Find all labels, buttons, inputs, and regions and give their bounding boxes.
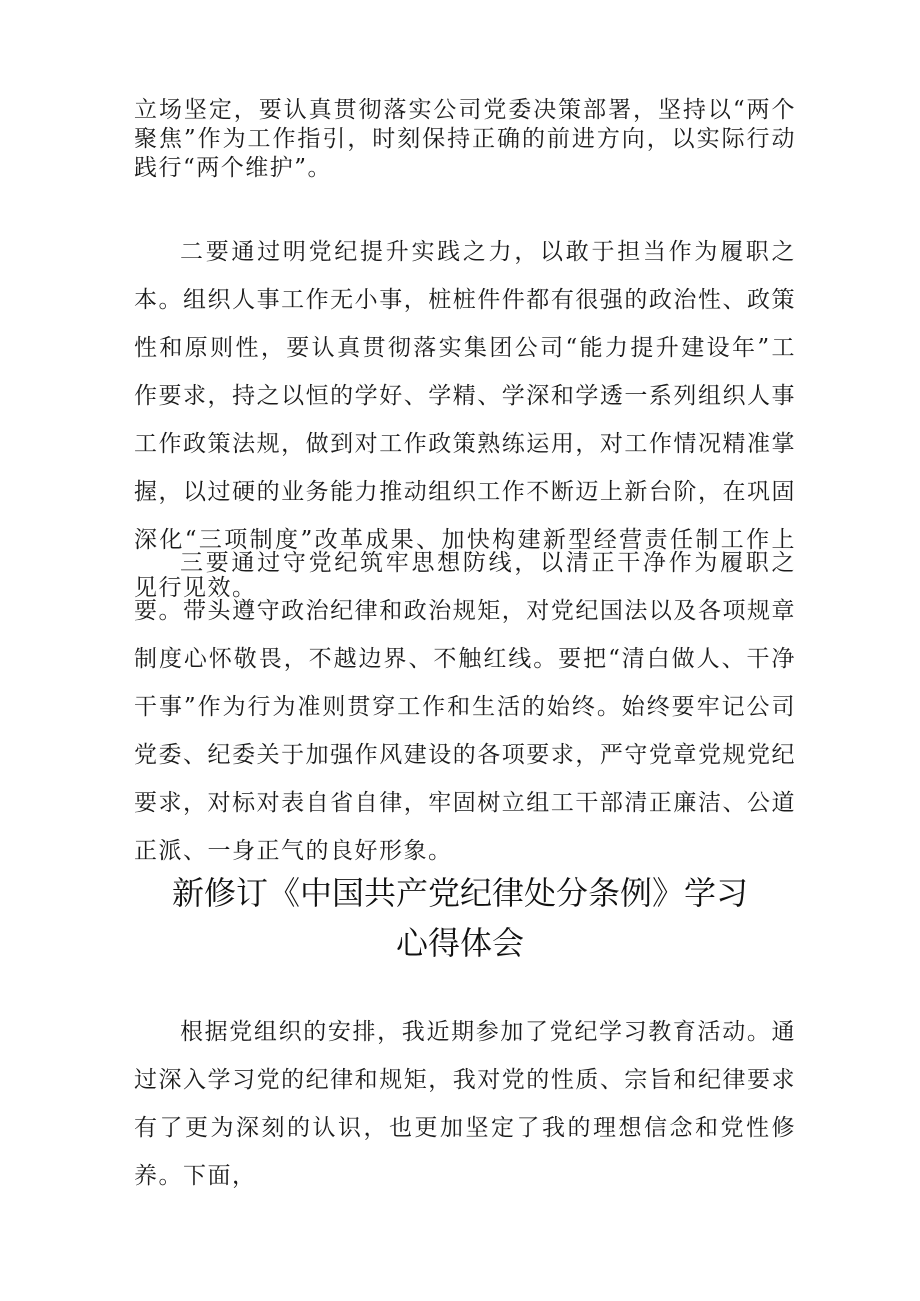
- paragraph-third-requirement: 三要通过守党纪筑牢思想防线，以清正干净作为履职之要。带头遵守政治纪律和政治规矩，对党纪国法以及各项规章制度心怀敬畏，不越边界、不触红线。要把“清白做人、干净干事”作为行为准则贯穿工作和生活的始终。始终要牢记公司党委、纪委关于加强作风建设的各项要求，严守党章党规党纪要求，对标对表自省自律，牢固树立组工干部清正廉洁、公道正派、一身正气的良好形象。: [134, 550, 796, 864]
- article-title-line2: 心得体会: [395, 924, 524, 962]
- paragraph-second-requirement: 二要通过明党纪提升实践之力，以敢于担当作为履职之本。组织人事工作无小事，桩桩件件都有很强的政治性、政策性和原则性，要认真贯彻落实集团公司“能力提升建设年”工作要求，持之以恒的学好、学精、学深和学透一系列组织人事工作政策法规，做到对工作政策熟练运用，对工作情况精准掌握，以过硬的业务能力推动组织工作不断迈上新台阶，在巩固深化“三项制度”改革成果、加快构建新型经营责任制工作上见行见效。: [134, 239, 796, 601]
- paragraph-intro: 根据党组织的安排，我近期参加了党纪学习教育活动。通过深入学习党的纪律和规矩，我对党的性质、宗旨和纪律要求有了更为深刻的认识，也更加坚定了我的理想信念和党性修养。下面，: [134, 1019, 796, 1189]
- article-title-line1: 新修订《中国共产党纪律处分条例》学习: [171, 874, 748, 912]
- article-title: [0, 868, 920, 968]
- paragraph-continuation: 立场坚定，要认真贯彻落实公司党委决策部署，坚持以“两个聚焦”作为工作指引，时刻保持正确的前进方向，以实际行动践行“两个维护”。: [134, 97, 796, 181]
